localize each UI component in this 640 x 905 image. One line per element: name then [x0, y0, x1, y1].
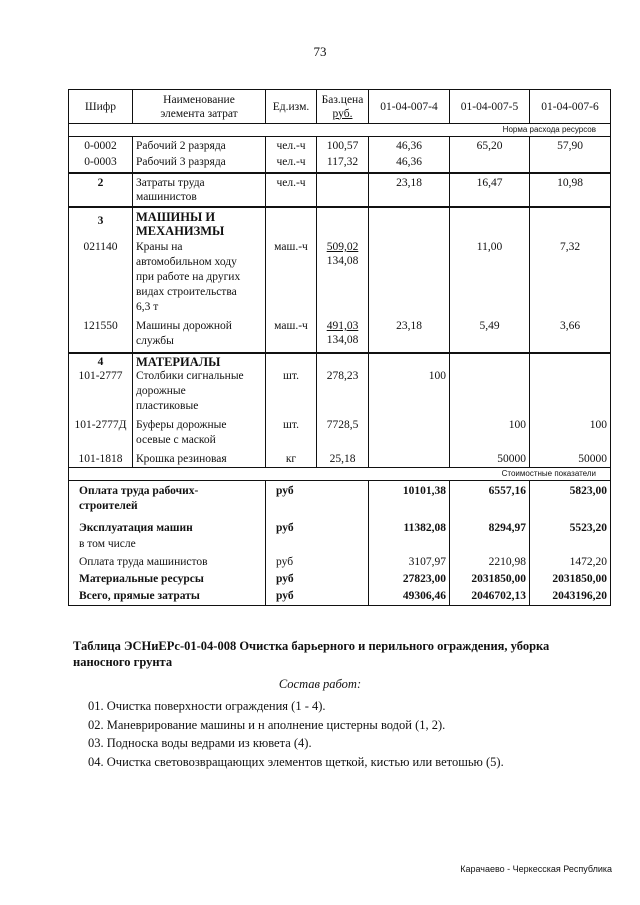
header-name: Наименование элемента затрат	[133, 90, 266, 124]
cost-row: Эксплуатация машин руб 11382,08 8294,97 5523,20	[69, 517, 611, 535]
norm-label-row	[69, 124, 611, 137]
table-header-row	[69, 90, 611, 124]
table-row: 021140 Краны на автомобильном ходу при работе на других видах строительства 6,3 т маш.-ч 509,02 134,08 11,00 7,32	[69, 238, 611, 319]
table-row: 0-0003 Рабочий 3 разряда чел.-ч 117,32 46,36	[69, 153, 611, 173]
cost-row: Всего, прямые затраты руб 49306,46 2046702,13 2043196,20	[69, 586, 611, 606]
resource-table-wrapper	[68, 89, 610, 606]
cost-label-row	[69, 468, 611, 481]
section-row: 4 МАТЕРИАЛЫ	[69, 353, 611, 369]
footer-region: Карачаево - Черкесская Республика	[460, 864, 612, 874]
table-row: 101-1818 Крошка резиновая кг 25,18 50000 50000	[69, 450, 611, 468]
list-item: 01. Очистка поверхности ограждения (1 - 4).	[88, 699, 326, 713]
table-row: 0-0002 Рабочий 2 разряда чел.-ч 100,57 46,36 65,20 57,90	[69, 137, 611, 154]
header-col1: 01-04-007-4	[369, 90, 450, 124]
header-col3: 01-04-007-6	[530, 90, 611, 124]
page-number: 73	[313, 44, 327, 59]
cost-row: Материальные ресурсы руб 27823,00 2031850,00 2031850,00	[69, 569, 611, 586]
cost-row: Оплата труда машинистов руб 3107,97 2210,98 1472,20	[69, 553, 611, 569]
cost-row: в том числе	[69, 535, 611, 553]
header-code: Шифр	[69, 90, 133, 124]
table-row: 101-2777Д Буферы дорожные осевые с маской шт. 7728,5 100 100	[69, 418, 611, 450]
work-composition-heading: Состав работ:	[278, 677, 362, 691]
list-item: 02. Маневрирование машины и н аполнение цистерны водой (1, 2).	[88, 717, 446, 732]
list-item: 03. Подноска воды ведрами из кювета (4).	[88, 736, 312, 750]
list-item: 04. Очистка световозвращающих элементов щеткой, кистью или ветошью (5).	[88, 754, 504, 769]
header-col2: 01-04-007-5	[450, 90, 530, 124]
next-table-title: Таблица ЭСНиЕРс-01-04-008 Очистка барьерного и перильного ограждения, уборка наносного грунта	[73, 639, 550, 669]
table-row: 121550 Машины дорожной службы маш.-ч 491,03 134,08 23,18 5,49 3,66	[69, 319, 611, 353]
resource-table	[68, 89, 611, 606]
section-row: 3 МАШИНЫ И МЕХАНИЗМЫ	[69, 207, 611, 238]
table-row: 2 Затраты труда машинистов чел.-ч 23,18 16,47 10,98	[69, 173, 611, 207]
table-row: 101-2777 Столбики сигнальные дорожные пластиковые шт. 278,23 100	[69, 369, 611, 418]
norm-label: Норма расхода ресурсов	[69, 124, 611, 137]
header-unit: Ед.изм.	[266, 90, 317, 124]
cost-row: Оплата труда рабочих- строителей руб 10101,38 6557,16 5823,00	[69, 481, 611, 518]
work-list	[88, 697, 608, 771]
header-price: Баз.цена руб.	[317, 90, 369, 124]
cost-label: Стоимостные показатели	[69, 468, 611, 481]
